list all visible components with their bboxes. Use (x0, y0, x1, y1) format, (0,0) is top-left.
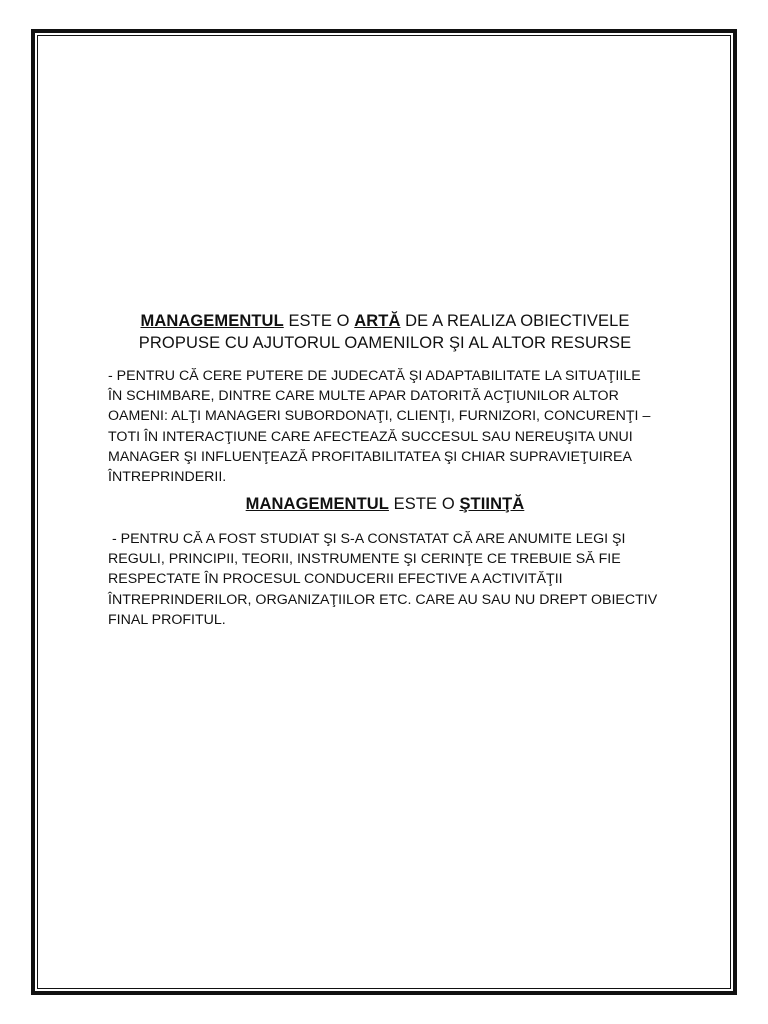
heading-management-science (100, 493, 670, 515)
keyword-science: ŞTIINŢĂ (459, 495, 525, 513)
heading-science-connector: ESTE O (388, 495, 460, 513)
heading-art-line-1 (100, 310, 670, 332)
paragraph-line: FINAL PROFITUL. (108, 611, 226, 628)
paragraph-science (108, 529, 730, 630)
paragraph-line: TOTI ÎN INTERACŢIUNE CARE AFECTEAZĂ SUCCESUL SAU NEREUŞITA UNUI (108, 428, 633, 445)
heading-art-rest: DE A REALIZA OBIECTIVELE (400, 312, 630, 330)
heading-science-line (100, 493, 670, 515)
keyword-art: ARTĂ (354, 312, 401, 330)
paragraph-line: ÎN SCHIMBARE, DINTRE CARE MULTE APAR DATORITĂ ACŢIUNILOR ALTOR (108, 388, 619, 405)
paragraph-line: OAMENI: ALŢI MANAGERI SUBORDONAŢI, CLIENŢI, FURNIZORI, CONCURENŢI – (108, 408, 651, 425)
paragraph-line: - PENTRU CĂ CERE PUTERE DE JUDECATĂ ŞI ADAPTABILITATE LA SITUAŢIILE (108, 368, 641, 384)
paragraph-line: ÎNTREPRINDERILOR, ORGANIZAŢIILOR ETC. CARE AU SAU NU DREPT OBIECTIV (108, 591, 658, 608)
heading-art-connector: ESTE O (283, 312, 355, 330)
paragraph-art (108, 366, 730, 487)
keyword-management: MANAGEMENTUL (245, 495, 389, 513)
heading-management-art (100, 310, 670, 354)
paragraph-line: RESPECTATE ÎN PROCESUL CONDUCERII EFECTIVE A ACTIVITĂŢII (108, 571, 563, 588)
heading-art-line-2: PROPUSE CU AJUTORUL OAMENILOR ŞI AL ALTOR RESURSE (138, 334, 632, 352)
paragraph-line: - PENTRU CĂ A FOST STUDIAT ŞI S-A CONSTATAT CĂ ARE ANUMITE LEGI ŞI (108, 531, 626, 547)
paragraph-line: REGULI, PRINCIPII, TEORII, INSTRUMENTE ŞI CERINŢE CE TREBUIE SĂ FIE (108, 551, 621, 568)
keyword-management: MANAGEMENTUL (140, 312, 284, 330)
paragraph-line: ÎNTREPRINDERII. (108, 469, 227, 486)
paragraph-line: MANAGER ŞI INFLUENŢEAZĂ PROFITABILITATEA ŞI CHIAR SUPRAVIEŢUIREA (108, 448, 632, 465)
